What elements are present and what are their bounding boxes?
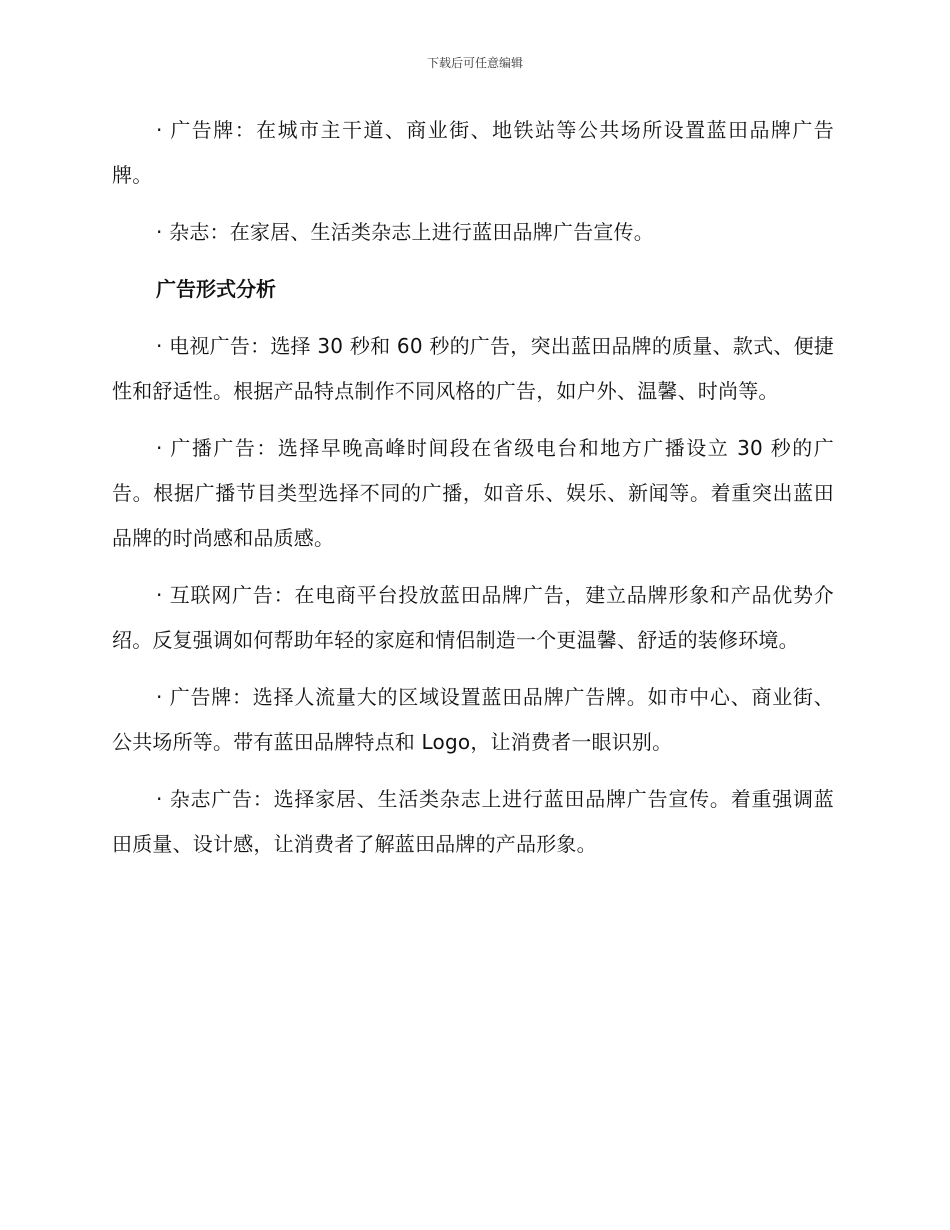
- paragraph-internet-ad: · 互联网广告：在电商平台投放蓝田品牌广告，建立品牌形象和产品优势介绍。反复强调如何帮助年轻的家庭和情侣制造一个更温馨、舒适的装修环境。: [112, 583, 834, 652]
- paragraph-magazine: · 杂志：在家居、生活类杂志上进行蓝田品牌广告宣传。: [156, 220, 654, 244]
- page-header-note: 下载后可任意编辑: [426, 56, 523, 70]
- document-body: [112, 108, 834, 879]
- paragraph-radio-ad: · 广播广告：选择早晚高峰时间段在省级电台和地方广播设立 30 秒的广告。根据广播节目类型选择不同的广播，如音乐、娱乐、新闻等。着重突出蓝田品牌的时尚感和品质感。: [112, 436, 834, 550]
- paragraph-billboard: · 广告牌：在城市主干道、商业街、地铁站等公共场所设置蓝田品牌广告牌。: [112, 118, 834, 187]
- paragraph-billboard-ad: · 广告牌：选择人流量大的区域设置蓝田品牌广告牌。如市中心、商业街、公共场所等。带有蓝田品牌特点和 Logo，让消费者一眼识别。: [112, 685, 834, 754]
- paragraph-tv-ad: · 电视广告：选择 30 秒和 60 秒的广告，突出蓝田品牌的质量、款式、便捷性和舒适性。根据产品特点制作不同风格的广告，如户外、温馨、时尚等。: [112, 334, 834, 403]
- section-heading: 广告形式分析: [156, 277, 276, 301]
- paragraph-magazine-ad: · 杂志广告：选择家居、生活类杂志上进行蓝田品牌广告宣传。着重强调蓝田质量、设计感，让消费者了解蓝田品牌的产品形象。: [112, 787, 834, 856]
